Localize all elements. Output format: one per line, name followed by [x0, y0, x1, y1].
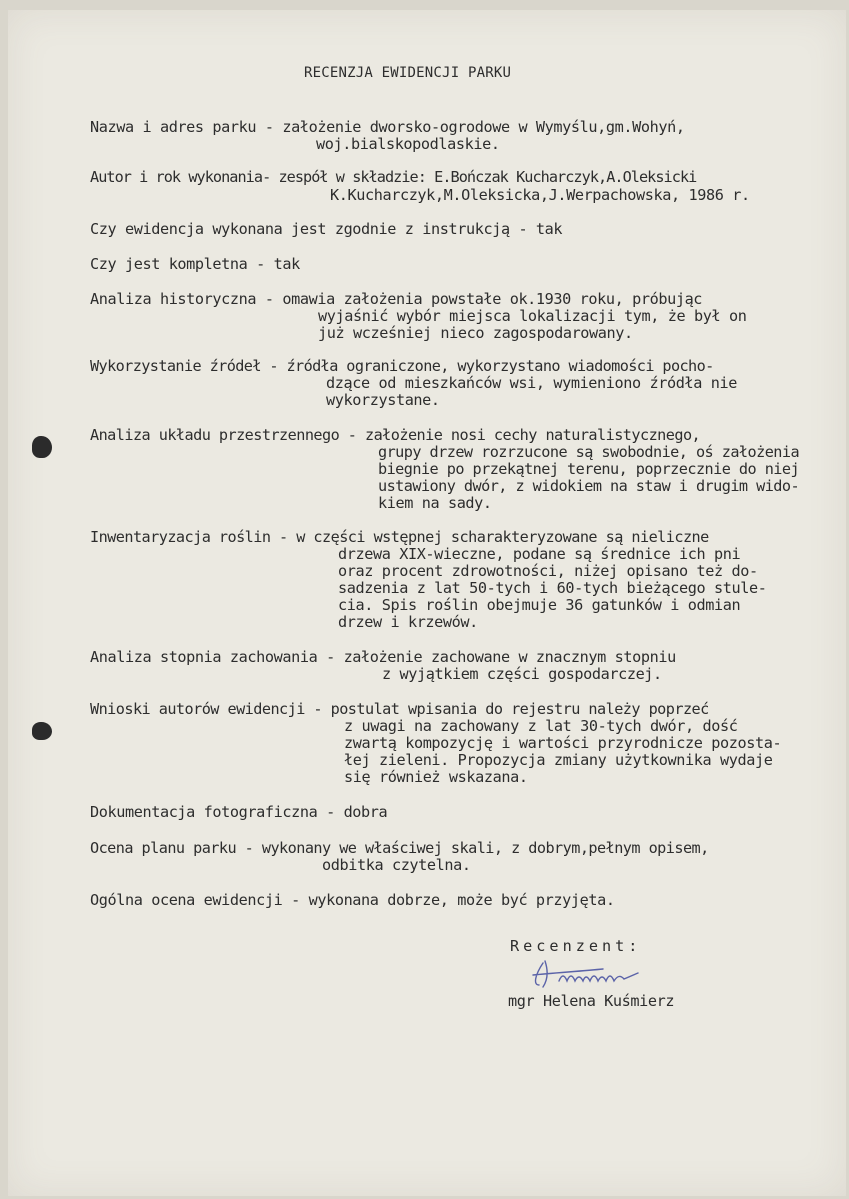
- section-foto-line-1: Dokumentacja fotograficzna - dobra: [90, 803, 388, 821]
- reviewer-label: Recenzent:: [510, 937, 642, 955]
- section-zachowanie-line-2: z wyjątkiem części gospodarczej.: [382, 665, 662, 683]
- section-autor-line-2: K.Kucharczyk,M.Oleksicka,J.Werpachowska, 1986 r.: [330, 186, 750, 204]
- section-autor-line-1: Autor i rok wykonania- zespół w składzie: E.Bończak Kucharczyk,A.Oleksicki: [90, 168, 697, 186]
- section-uklad-line-3: biegnie po przekątnej terenu, poprzecznie do niej: [378, 460, 800, 478]
- section-kompletna-line-1: Czy jest kompletna - tak: [90, 255, 300, 273]
- section-inwentaryzacja-line-5: cia. Spis roślin obejmuje 36 gatunków i odmian: [338, 596, 741, 614]
- section-wnioski-line-1: Wnioski autorów ewidencji - postulat wpisania do rejestru należy poprzeć: [90, 700, 709, 718]
- section-plan-line-1: Ocena planu parku - wykonany we właściwej skali, z dobrym,pełnym opisem,: [90, 839, 709, 857]
- section-inwentaryzacja-line-1: Inwentaryzacja roślin - w części wstępnej scharakteryzowane są nieliczne: [90, 528, 709, 546]
- document-title: RECENZJA EWIDENCJI PARKU: [304, 65, 512, 81]
- section-historyczna-line-3: już wcześniej nieco zagospodarowany.: [318, 324, 633, 342]
- section-uklad-line-4: ustawiony dwór, z widokiem na staw i drugim wido-: [378, 477, 800, 495]
- reviewer-signature: [523, 955, 723, 995]
- section-uklad-line-1: Analiza układu przestrzennego - założenie nosi cechy naturalistycznego,: [90, 426, 701, 444]
- section-zachowanie-line-1: Analiza stopnia zachowania - założenie zachowane w znacznym stopniu: [90, 648, 676, 666]
- section-nazwa-line-2: woj.bialskopodlaskie.: [316, 135, 500, 153]
- punch-mark-top: [32, 436, 52, 458]
- section-zgodnosc-line-1: Czy ewidencja wykonana jest zgodnie z instrukcją - tak: [90, 220, 563, 238]
- section-uklad-line-2: grupy drzew rozrzucone są swobodnie, oś założenia: [378, 443, 800, 461]
- section-ogolna-line-1: Ogólna ocena ewidencji - wykonana dobrze, może być przyjęta.: [90, 891, 615, 909]
- section-zrodla-line-3: wykorzystane.: [326, 391, 440, 409]
- section-wnioski-line-5: się również wskazana.: [344, 768, 528, 786]
- section-zrodla-line-2: dzące od mieszkańców wsi, wymieniono źródła nie: [326, 374, 737, 392]
- punch-mark-bottom: [32, 722, 52, 740]
- section-inwentaryzacja-line-4: sadzenia z lat 50-tych i 60-tych bieżącego stule-: [338, 579, 767, 597]
- section-wnioski-line-2: z uwagi na zachowany z lat 30-tych dwór, dość: [344, 717, 738, 735]
- section-wnioski-line-4: łej zieleni. Propozycja zmiany użytkownika wydaje: [344, 751, 773, 769]
- section-plan-line-2: odbitka czytelna.: [322, 856, 471, 874]
- document-page: [8, 10, 846, 1196]
- section-inwentaryzacja-line-6: drzew i krzewów.: [338, 613, 478, 631]
- section-historyczna-line-2: wyjaśnić wybór miejsca lokalizacji tym, że był on: [318, 307, 747, 325]
- reviewer-name: mgr Helena Kuśmierz: [508, 992, 675, 1010]
- section-uklad-line-5: kiem na sady.: [378, 494, 492, 512]
- section-nazwa-line-1: Nazwa i adres parku - założenie dworsko-ogrodowe w Wymyślu,gm.Wohyń,: [90, 118, 685, 136]
- section-zrodla-line-1: Wykorzystanie źródeł - źródła ograniczone, wykorzystano wiadomości pocho-: [90, 357, 714, 375]
- section-inwentaryzacja-line-2: drzewa XIX-wieczne, podane są średnice ich pni: [338, 545, 741, 563]
- section-wnioski-line-3: zwartą kompozycję i wartości przyrodnicze pozosta-: [344, 734, 782, 752]
- section-historyczna-line-1: Analiza historyczna - omawia założenia powstałe ok.1930 roku, próbując: [90, 290, 703, 308]
- section-inwentaryzacja-line-3: oraz procent zdrowotności, niżej opisano też do-: [338, 562, 758, 580]
